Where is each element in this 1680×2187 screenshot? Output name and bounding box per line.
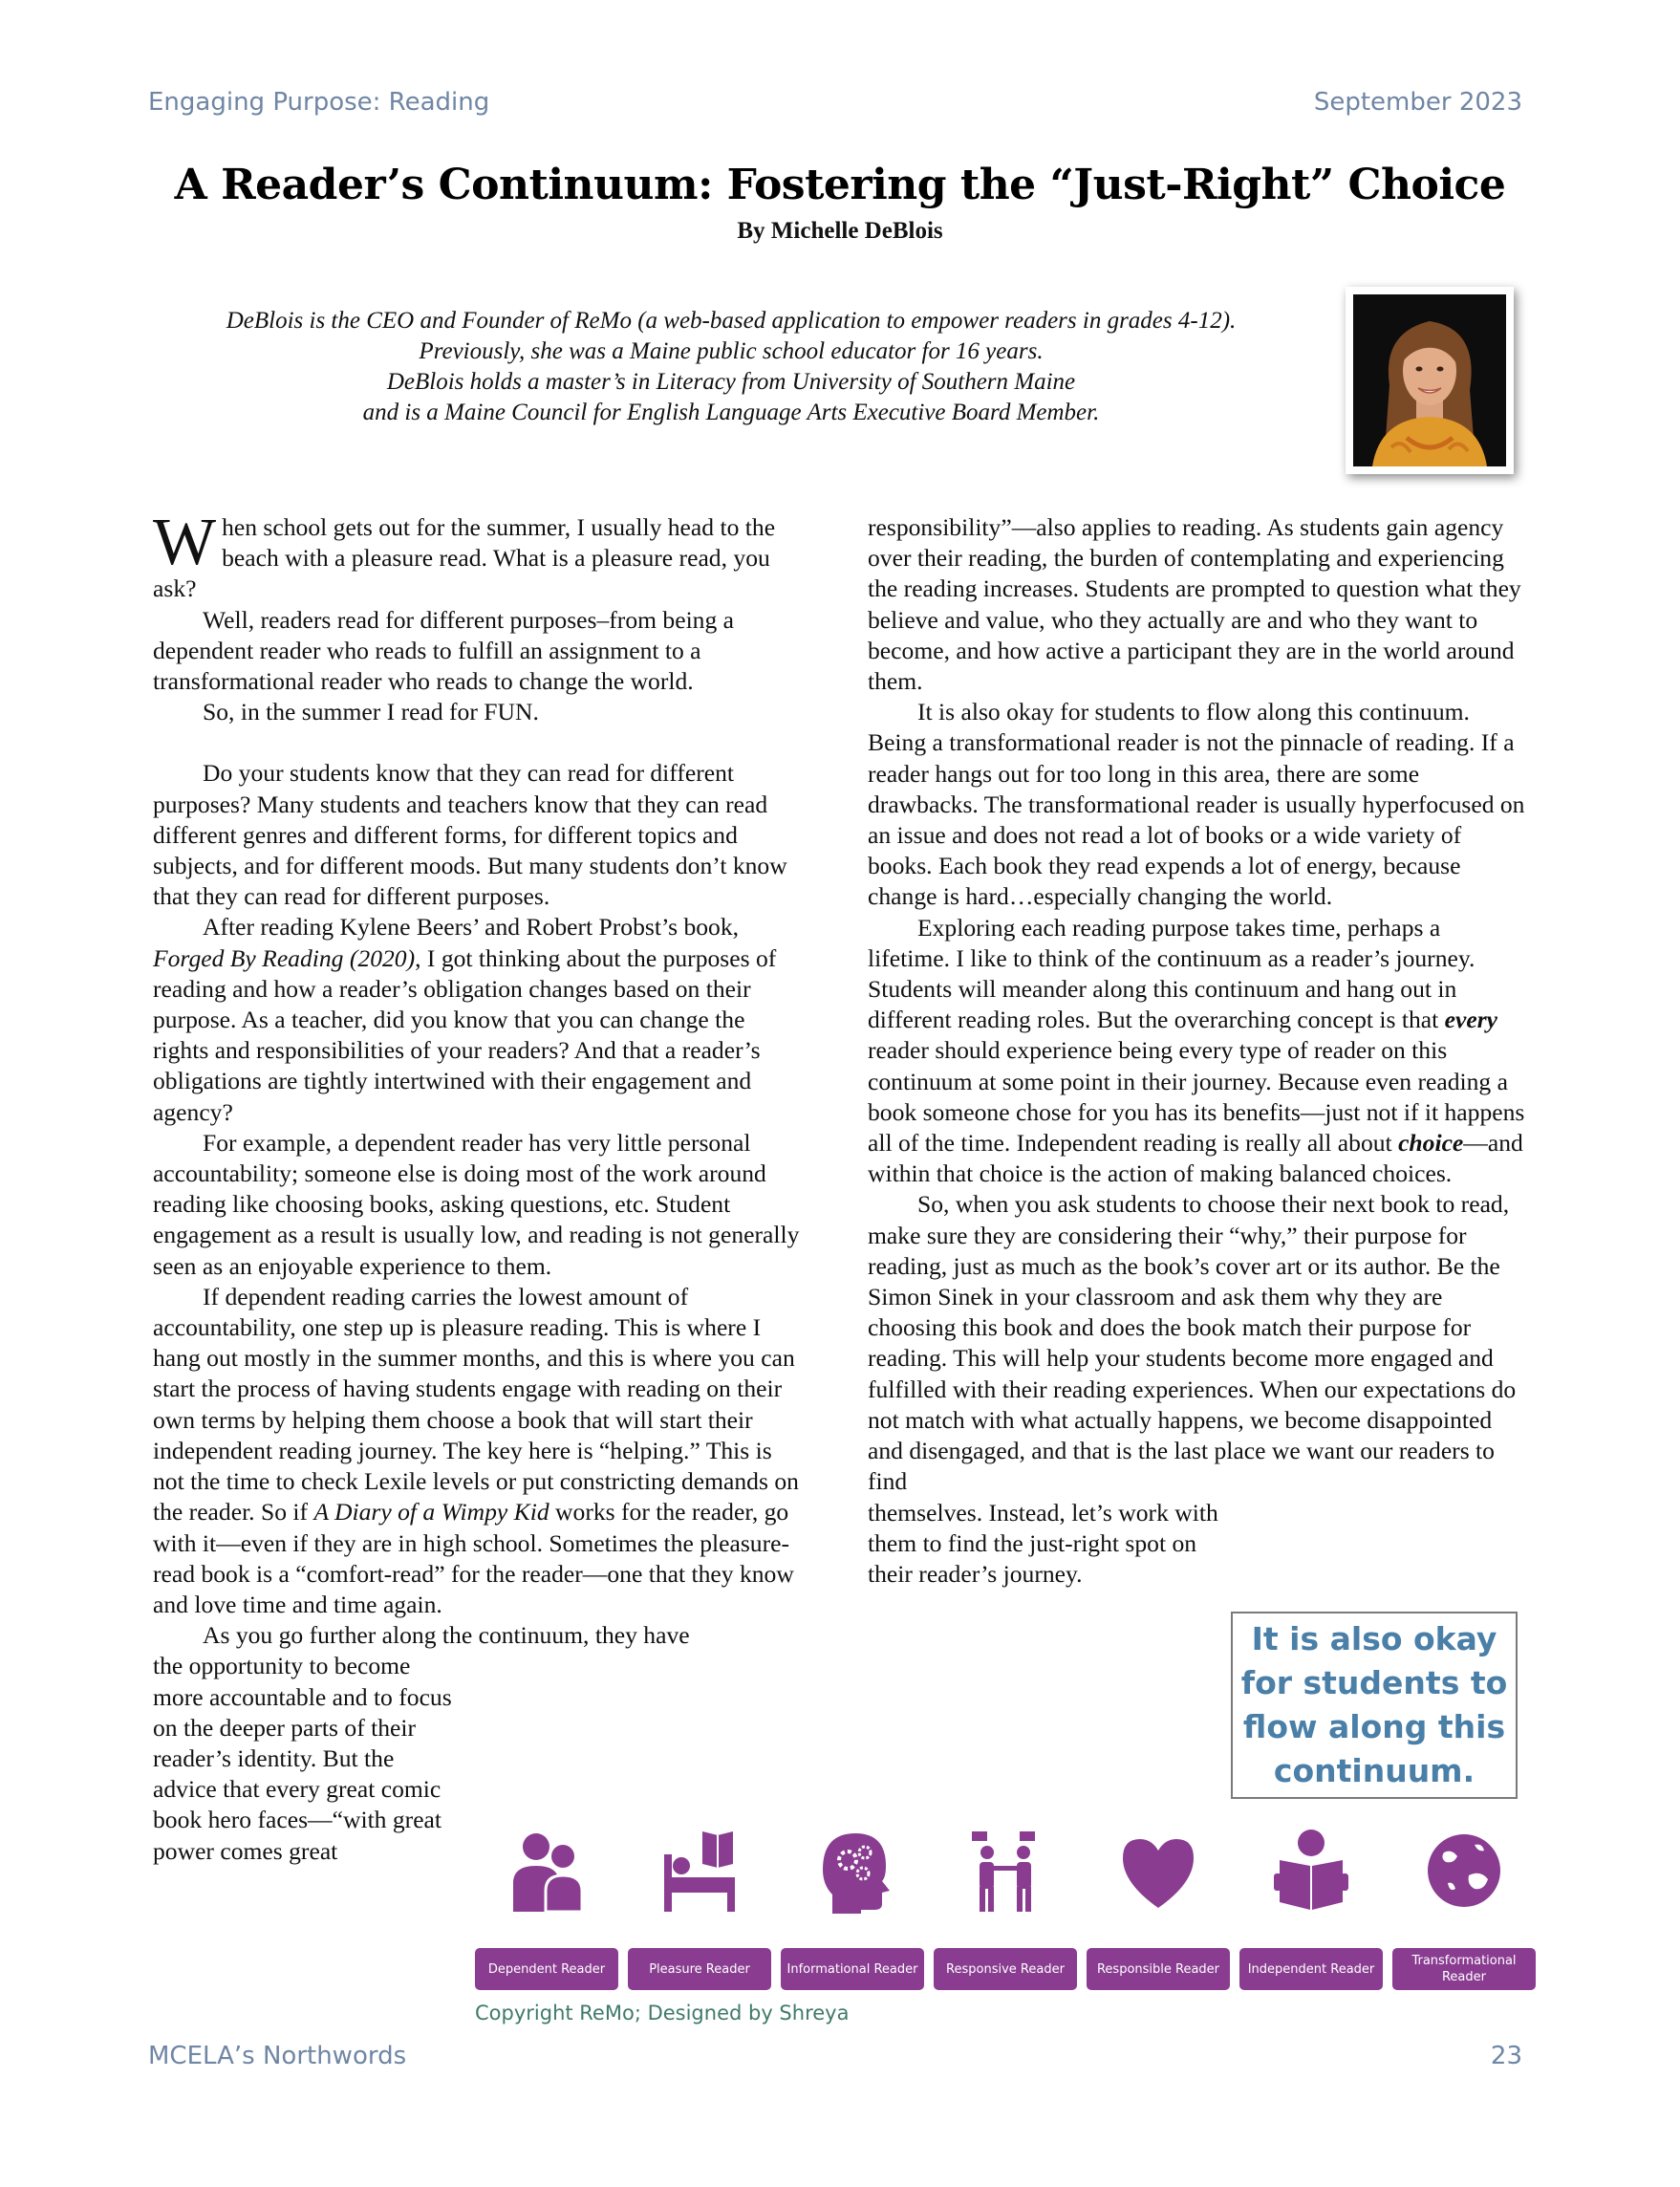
bio-line: DeBlois is the CEO and Founder of ReMo (a web-based application to empower readers in grades 4-12). — [226, 308, 1237, 334]
page-number: 23 — [1490, 2042, 1522, 2070]
head-gears-icon — [813, 1828, 892, 1914]
heart-icon — [1119, 1828, 1197, 1914]
paragraph: It is also okay for students to flow along this continuum. Being a transformational reader is not the pinnacle of reading. If a reader hangs out for too long in this area, there are some drawbacks. The transformational reader is usually hyperfocused on an issue and does not read a lot of books or a wide variety of books. Each book they read expends a lot of energy, because change is hard…especially changing the world. — [868, 698, 1525, 911]
header-date: September 2023 — [1313, 88, 1522, 117]
left-column — [153, 506, 803, 1867]
continuum-label: Transformational Reader — [1392, 1948, 1536, 1990]
paragraph: So, when you ask students to choose their next book to read, make sure they are considering their “why,” their purpose for reading, just as much as the book’s cover art or its author. Be the Simon Sinek in your classroom and ask them why they are choosing this book and does the book match their purpose for reading. This will help your students become more engaged and fulfilled with their reading experiences. When our expectations do not match with what actually happens, we become disappointed and disengaged, and that is the last place we want our readers to find — [868, 1190, 1517, 1496]
continuum-label: Responsive Reader — [934, 1948, 1077, 1990]
graphic-credit: Copyright ReMo; Designed by Shreya — [475, 2002, 850, 2025]
emphasis: every — [1444, 1006, 1498, 1034]
paragraph: So, in the summer I read for FUN. — [203, 698, 539, 726]
continuum-label: Independent Reader — [1239, 1948, 1383, 1990]
paragraph-line: As you go further along the continuum, they have — [203, 1621, 690, 1650]
paragraph: themselves. Instead, let’s work with them to find the just-right spot on their reader’s journey. — [868, 1498, 1218, 1588]
people-talking-icon — [966, 1828, 1045, 1914]
paragraph: When school gets out for the summer, I usually head to the beach with a pleasure read. What is a pleasure read, you ask? — [153, 506, 776, 603]
paragraph: Exploring each reading purpose takes time, perhaps a lifetime. I like to think of the continuum as a reader’s journey. Students will meander along this continuum and hang out in different reading roles. But the overarching concept is that every reader should experience being every type of reader on this continuum at some point in their journey. Because even reading a book someone chose for you has its benefits—just not if it happens all of the time. Independent reading is really all about choice—and within that choice is the action of making balanced choices. — [868, 913, 1525, 1188]
two-people-icon — [507, 1828, 586, 1914]
paragraph: Do your students know that they can read for different purposes? Many students and teachers know that they can read different genres and different forms, for different topics and subjects, and for different moods. But many students don’t know that they can read for different purposes. — [153, 759, 787, 911]
bio-line: DeBlois holds a master’s in Literacy from University of Southern Maine — [386, 369, 1076, 395]
paragraph: Well, readers read for different purposes–from being a dependent reader who reads to fulfill an assignment to a transformational reader who reads to change the world. — [153, 605, 735, 696]
author-portrait-image — [1353, 294, 1506, 466]
emphasis: choice — [1398, 1129, 1464, 1158]
footer-publication: MCELA’s Northwords — [148, 2042, 407, 2070]
bio-line: Previously, she was a Maine public school educator for 16 years. — [419, 338, 1044, 364]
paragraph: responsibility”—also applies to reading. As students gain agency over their reading, the burden of contemplating and experiencing the reading increases. Students are prompted to question what they believe and value, who they actually are and who they want to become, and how active a participant they are in the world around them. — [868, 513, 1521, 696]
paragraph: For example, a dependent reader has very little personal accountability; someone else is doing most of the work around reading like choosing books, asking questions, etc. Student engagement as a result is usually low, and reading is not generally seen as an enjoyable experience to them. — [153, 1128, 800, 1280]
drop-cap: W — [153, 506, 217, 579]
globe-icon — [1425, 1828, 1503, 1914]
person-reading-icon — [1272, 1828, 1350, 1914]
article-byline: By Michelle DeBlois — [737, 218, 943, 244]
continuum-label: Pleasure Reader — [628, 1948, 771, 1990]
author-bio — [143, 306, 1319, 428]
paragraph: After reading Kylene Beers’ and Robert Probst’s book, Forged By Reading (2020), I got thinking about the purposes of reading and how a reader’s obligation changes based on their purpose. As a teacher, did you know that you can change the rights and responsibilities of your readers? And that a reader’s obligations are tightly intertwined with their engagement and agency? — [153, 913, 777, 1126]
bed-book-icon — [660, 1828, 739, 1914]
article-title: A Reader’s Continuum: Fostering the “Just-Right” Choice — [174, 161, 1506, 209]
continuum-label: Dependent Reader — [475, 1948, 618, 1990]
header-section: Engaging Purpose: Reading — [148, 88, 490, 117]
continuum-label: Informational Reader — [781, 1948, 924, 1990]
author-photo — [1346, 287, 1514, 474]
continuum-label: Responsible Reader — [1087, 1948, 1230, 1990]
book-title: A Diary of a Wimpy Kid — [313, 1498, 549, 1527]
bio-line: and is a Maine Council for English Language Arts Executive Board Member. — [362, 400, 1100, 425]
paragraph: the opportunity to become more accountable and to focus on the deeper parts of their reader’s identity. But the advice that every great comic book hero faces—“with great power comes great — [153, 1652, 452, 1865]
right-column — [868, 512, 1527, 1590]
book-title: Forged By Reading (2020) — [153, 943, 416, 972]
paragraph: If dependent reading carries the lowest amount of accountability, one step up is pleasure reading. This is where I hang out mostly in the summer months, and this is where you can start the process of having students engage with reading on their own terms by helping them choose a book that will start their independent reading journey. The key here is “helping.” This is not the time to check Lexile levels or put constricting demands on the reader. So if A Diary of a Wimpy Kid works for the reader, go with it—even if they are in high school. Sometimes the pleasure-read book is a “comfort-read” for the reader—one that they know and love time and time again. — [153, 1282, 799, 1618]
pull-quote: It is also okay for students to flow along this continuum. — [1231, 1612, 1518, 1799]
